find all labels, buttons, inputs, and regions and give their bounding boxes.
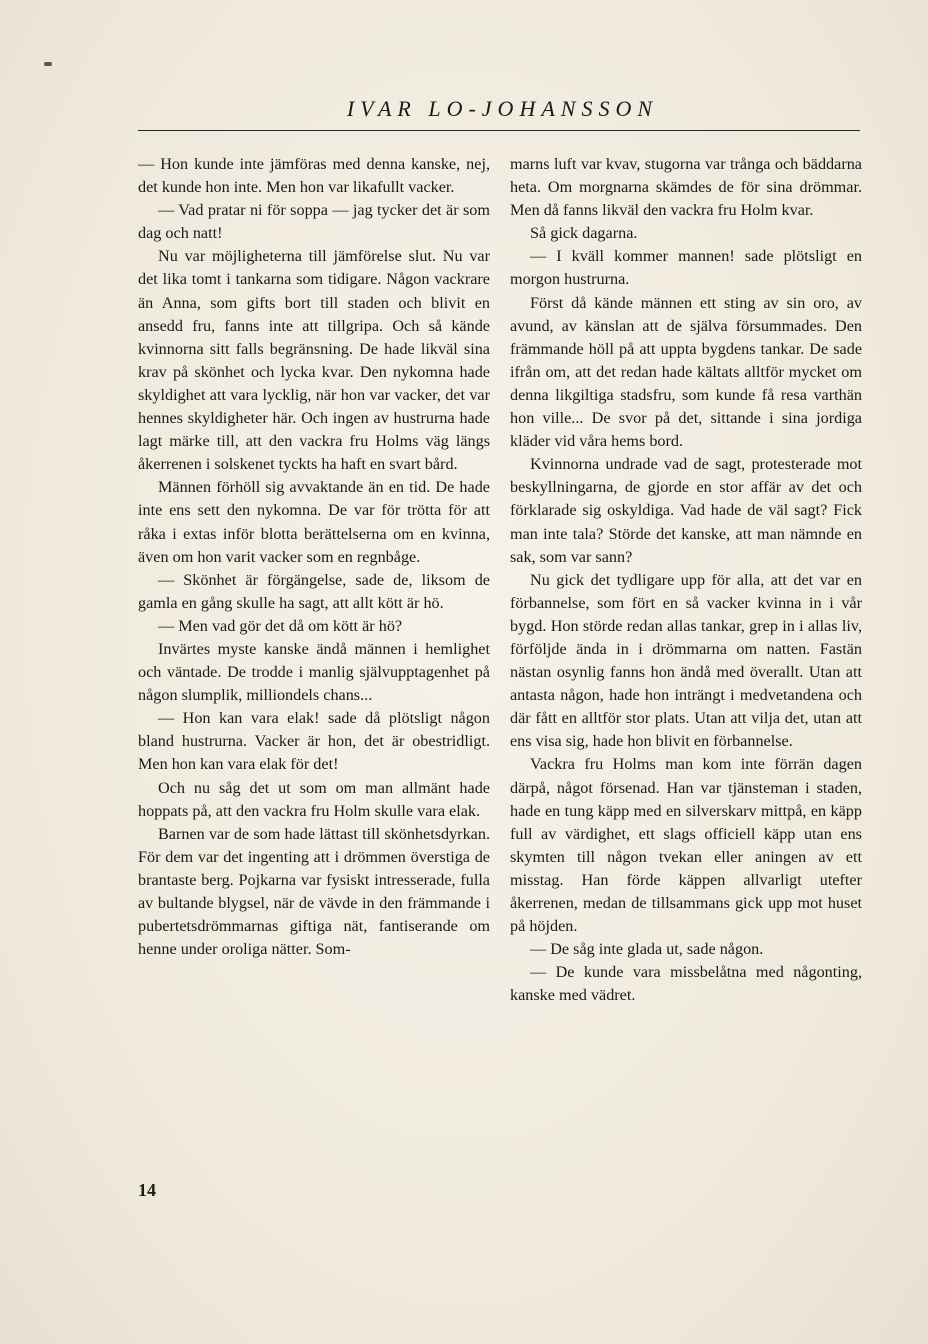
paragraph: Vackra fru Holms man kom inte förrän dagen därpå, något försenad. Han var tjänsteman i staden, hade en tung käpp med en silverskarv mittpå, en käpp full av värdighet, ett slags officiell käpp utan ens skymten till någon tvekan eller aningen av ett misstag. Han förde käppen allvarligt utefter åkerrenen, medan de tillsammans gick upp mot huset på höjden. <box>510 755 862 936</box>
paragraph: Nu gick det tydligare upp för alla, att det var en förbannelse, som fört en så vacker kvinna in i vår bygd. Hon störde redan allas tankar, grep in i allas liv, förföljde ända in i drömmarna om natten. Fastän nästan osynlig fanns hon ändå med överallt. Utan att antasta någon, hade hon inträngt i medvetandena och där fått en alltför stor plats. Utan att vilja det, utan att ens visa sig, hade hon blivit en förbannelse. <box>510 570 862 751</box>
running-head: IVAR LO-JOHANSSON <box>346 96 658 121</box>
paragraph: — De såg inte glada ut, sade någon. <box>530 940 764 959</box>
header-rule <box>138 130 860 131</box>
left-column <box>138 153 490 961</box>
paragraph: Och nu såg det ut som om man allmänt hade hoppats på, att den vackra fru Holm skulle vara elak. <box>138 778 490 820</box>
paragraph: — Hon kunde inte jämföras med denna kanske, nej, det kunde hon inte. Men hon var likafullt vacker. <box>138 155 490 197</box>
paragraph: — De kunde vara missbelåtna med någonting, kanske med vädret. <box>510 963 862 1005</box>
paragraph: Först då kände männen ett sting av sin oro, av avund, av känslan att de själva försummades. Den främmande höll på att uppta bygdens tankar. De sade ifrån om, att det redan hade kältats alltför mycket om denna likgiltiga stadsfru, som kunde få resa varthän hon ville... De svor på det, sittande i sina jordiga kläder vid våra hems bord. <box>510 293 862 451</box>
paragraph: marns luft var kvav, stugorna var trånga och bäddarna heta. Om morgnarna skämdes de för sina drömmar. Men då fanns likväl den vackra fru Holm kvar. <box>510 155 862 220</box>
paragraph: Invärtes myste kanske ändå männen i hemlighet och väntade. De trodde i manlig självupptagenhet på någon slumplik, milliondels chans... <box>138 639 490 705</box>
paragraph: — Hon kan vara elak! sade då plötsligt någon bland hustrurna. Vacker är hon, det är obestridligt. Men hon kan vara elak för det! <box>138 709 490 774</box>
paragraph: Så gick dagarna. <box>530 224 638 243</box>
paragraph: — Skönhet är förgängelse, sade de, liksom de gamla en gång skulle ha sagt, att allt kött är hö. <box>138 570 490 612</box>
paragraph: — I kväll kommer mannen! sade plötsligt en morgon hustrurna. <box>510 247 862 289</box>
paragraph: Nu var möjligheterna till jämförelse slut. Nu var det lika tomt i tankarna som tidigare. Någon vackrare än Anna, som gifts bort till staden och blivit en ansedd fru, fanns inte att tillgripa. Och så kände kvinnorna sitt falls begränsning. De hade likväl sina krav på skönhet och lycka kvar. Den nykomna hade skyldighet att vara lycklig, när hon var vacker, det var hennes skyldigheter här. Och ingen av hustrurna hade lagt märke till, att den vackra fru Holms väg längs åkerrenen i solskenet tyckts ha haft en svart bård. <box>138 247 490 474</box>
page-number: 14 <box>138 1180 156 1200</box>
print-speck <box>44 62 52 66</box>
right-column <box>510 153 862 1007</box>
paragraph: Männen förhöll sig avvaktande än en tid. De hade inte ens sett den nykomna. De var för trötta för att råka i extas inför blotta berättelserna om en kvinna, även om hon varit vacker som en regnbåge. <box>138 478 490 566</box>
paragraph: — Vad pratar ni för soppa — jag tycker det är som dag och natt! <box>138 201 490 243</box>
paragraph: Barnen var de som hade lättast till skönhetsdyrkan. För dem var det ingenting att i drömmen överstiga de brantaste berg. Pojkarna var fysiskt intresserade, fulla av bultande blygsel, när de vävde in den främmande i pubertetsdrömmarnas giftiga nät, fantiserande om henne under oroliga nätter. Som- <box>138 824 490 959</box>
paragraph: — Men vad gör det då om kött är hö? <box>158 616 403 635</box>
paragraph: Kvinnorna undrade vad de sagt, protesterade mot beskyllningarna, de gjorde en stor affär av det och förklarade sig oskyldiga. Vad hade de väl sagt? Fick man inte tala? Störde det kanske, att man nämnde en sak, som var sann? <box>510 455 862 566</box>
